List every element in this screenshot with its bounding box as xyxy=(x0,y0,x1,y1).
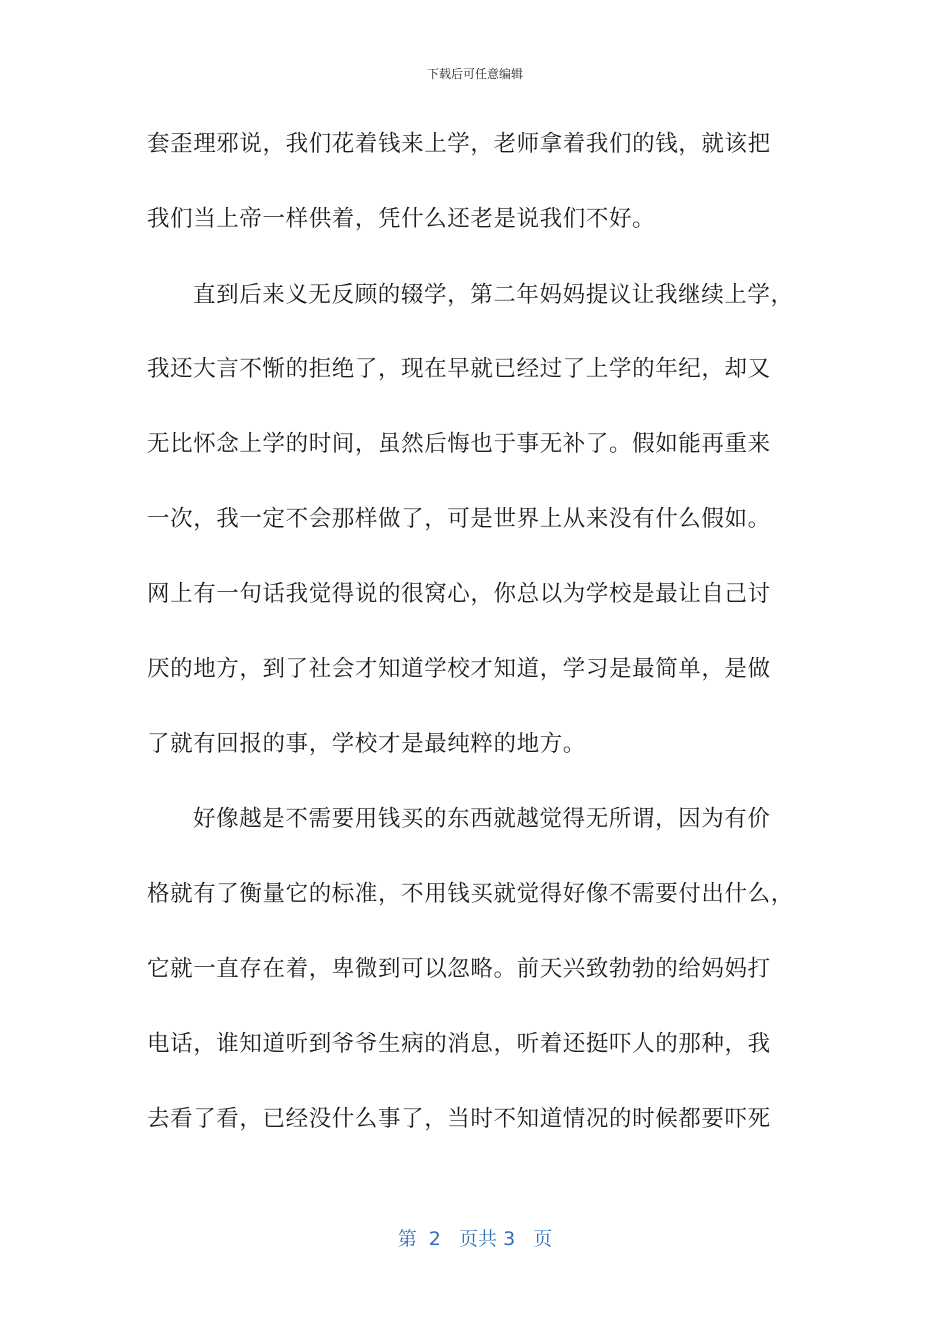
body-line-4: 我还大言不惭的拒绝了，现在早就已经过了上学的年纪，却又 xyxy=(147,356,771,382)
body-line-11: 格就有了衡量它的标准，不用钱买就觉得好像不需要付出什么， xyxy=(147,881,794,907)
page-header: 下载后可任意编辑 xyxy=(426,67,523,81)
body-line-10: 好像越是不需要用钱买的东西就越觉得无所谓，因为有价 xyxy=(193,806,771,832)
body-line-12: 它就一直存在着，卑微到可以忽略。前天兴致勃勃的给妈妈打 xyxy=(147,956,771,982)
body-line-13: 电话，谁知道听到爷爷生病的消息，听着还挺吓人的那种，我 xyxy=(147,1031,771,1057)
body-line-9: 了就有回报的事，学校才是最纯粹的地方。 xyxy=(147,731,586,757)
body-line-5: 无比怀念上学的时间，虽然后悔也于事无补了。假如能再重来 xyxy=(147,431,771,457)
footer-suffix: 页 xyxy=(533,1228,553,1250)
body-line-7: 网上有一句话我觉得说的很窝心，你总以为学校是最让自己讨 xyxy=(147,581,771,607)
body-line-1: 套歪理邪说，我们花着钱来上学，老师拿着我们的钱，就该把 xyxy=(147,131,771,157)
body-line-2: 我们当上帝一样供着，凭什么还老是说我们不好。 xyxy=(147,206,656,232)
body-line-6: 一次，我一定不会那样做了，可是世界上从来没有什么假如。 xyxy=(147,506,771,532)
body-line-14: 去看了看，已经没什么事了，当时不知道情况的时候都要吓死 xyxy=(147,1106,771,1132)
page-footer xyxy=(0,1226,950,1252)
footer-middle: 页共 xyxy=(459,1228,498,1250)
footer-total-pages: 3 xyxy=(503,1228,516,1250)
body-line-8: 厌的地方，到了社会才知道学校才知道，学习是最简单，是做 xyxy=(147,656,771,682)
footer-current-page: 2 xyxy=(428,1228,441,1250)
footer-prefix: 第 xyxy=(397,1228,417,1250)
body-line-3: 直到后来义无反顾的辍学，第二年妈妈提议让我继续上学， xyxy=(193,282,794,308)
